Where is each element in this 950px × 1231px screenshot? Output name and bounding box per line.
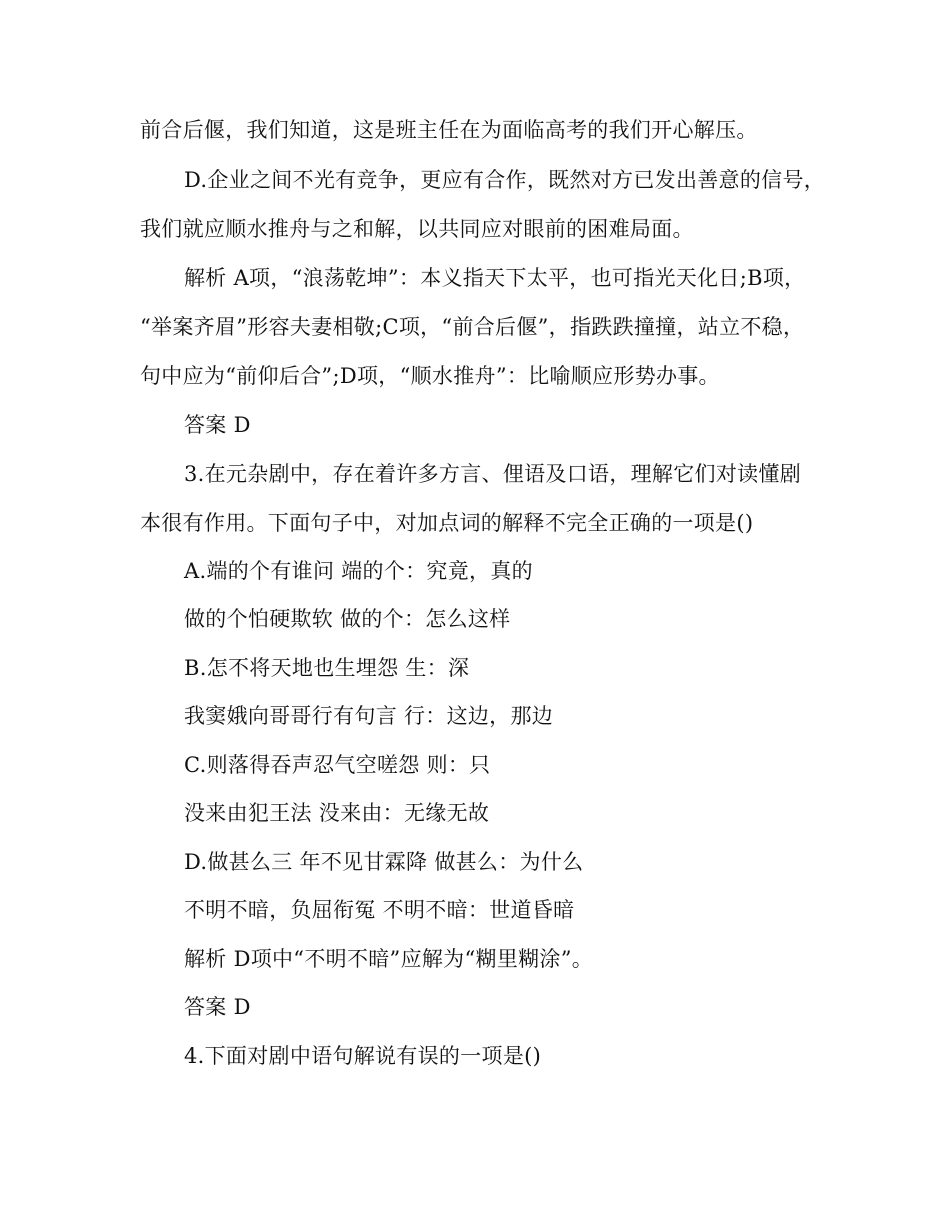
- text-line: “举案齐眉”形容夫妻相敬;C项，“前合后偃”，指跌跌撞撞，站立不稳，: [140, 315, 805, 339]
- answer-line: 答案 D: [184, 995, 251, 1019]
- analysis-line: 解析 A项，“浪荡乾坤”：本义指天下太平，也可指光天化日;B项，: [184, 266, 806, 290]
- question-4-line: 4.下面对剧中语句解说有误的一项是(): [184, 1044, 542, 1068]
- option-c-sub-line: 没来由犯王法 没来由：无缘无故: [184, 801, 490, 825]
- option-d-line: D.做甚么三 年不见甘霖降 做甚么：为什么: [184, 850, 584, 874]
- question-3-line: 3.在元杂剧中，存在着许多方言、俚语及口语，理解它们对读懂剧: [184, 462, 802, 486]
- analysis-line: 解析 D项中“不明不暗”应解为“糊里糊涂”。: [184, 947, 594, 971]
- answer-line: 答案 D: [184, 413, 251, 437]
- option-b-line: B.怎不将天地也生埋怨 生：深: [184, 656, 470, 680]
- text-line: 前合后偃，我们知道，这是班主任在为面临高考的我们开心解压。: [140, 118, 758, 142]
- option-a-line: A.端的个有谁问 端的个：究竟，真的: [184, 559, 533, 583]
- text-line: 我们就应顺水推舟与之和解，以共同应对眼前的困难局面。: [140, 217, 694, 241]
- option-b-sub-line: 我窦娥向哥哥行有句言 行：这边，那边: [184, 704, 554, 728]
- option-c-line: C.则落得吞声忍气空嗟怨 则：只: [184, 753, 491, 777]
- option-d-sub-line: 不明不暗，负屈衔冤 不明不暗：世道昏暗: [184, 898, 575, 922]
- text-line: 本很有作用。下面句子中，对加点词的解释不完全正确的一项是(): [140, 511, 754, 535]
- text-line: 句中应为“前仰后合”;D项，“顺水推舟”：比喻顺应形势办事。: [140, 364, 720, 388]
- option-a-sub-line: 做的个怕硬欺软 做的个：怎么这样: [184, 607, 511, 631]
- option-d-line: D.企业之间不光有竞争，更应有合作，既然对方已发出善意的信号，: [184, 168, 826, 192]
